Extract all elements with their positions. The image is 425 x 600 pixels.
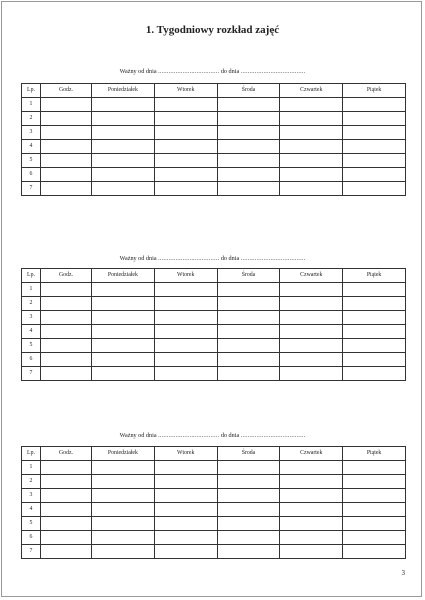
cell-piatek[interactable] (343, 353, 406, 367)
cell-piatek[interactable] (343, 283, 406, 297)
row-number: 5 (22, 517, 41, 531)
cell-sroda[interactable] (217, 154, 280, 168)
row-number: 1 (22, 98, 41, 112)
schedule-table-1 (21, 83, 406, 196)
valid-to-label: do dnia (220, 255, 240, 262)
cell-poniedzialek[interactable] (92, 531, 155, 545)
table-row (22, 98, 406, 112)
table-row (22, 182, 406, 196)
cell-wtorek[interactable] (154, 489, 217, 503)
cell-wtorek[interactable] (154, 112, 217, 126)
table-header-row (22, 84, 406, 98)
col-header-czwartek: Czwartek (280, 269, 343, 283)
cell-wtorek[interactable] (154, 154, 217, 168)
cell-godz[interactable] (41, 311, 92, 325)
cell-poniedzialek[interactable] (92, 475, 155, 489)
cell-piatek[interactable] (343, 461, 406, 475)
valid-from-field[interactable]: ................................... (158, 68, 220, 75)
cell-wtorek[interactable] (154, 126, 217, 140)
row-number: 3 (22, 126, 41, 140)
cell-czwartek[interactable] (280, 353, 343, 367)
row-number: 4 (22, 503, 41, 517)
cell-wtorek[interactable] (154, 297, 217, 311)
col-header-godz: Godz. (41, 84, 92, 98)
cell-wtorek[interactable] (154, 517, 217, 531)
table-row (22, 140, 406, 154)
col-header-wtorek: Wtorek (154, 447, 217, 461)
cell-wtorek[interactable] (154, 98, 217, 112)
valid-to-label: do dnia (220, 432, 240, 439)
valid-from-label: Ważny od dnia (119, 432, 157, 439)
valid-from-field[interactable]: ................................... (158, 432, 220, 439)
row-number: 6 (22, 168, 41, 182)
cell-poniedzialek[interactable] (92, 98, 155, 112)
cell-sroda[interactable] (217, 339, 280, 353)
cell-poniedzialek[interactable] (92, 283, 155, 297)
cell-czwartek[interactable] (280, 126, 343, 140)
cell-czwartek[interactable] (280, 531, 343, 545)
row-number: 2 (22, 475, 41, 489)
table-row (22, 503, 406, 517)
table-row (22, 325, 406, 339)
cell-czwartek[interactable] (280, 182, 343, 196)
cell-godz[interactable] (41, 154, 92, 168)
col-header-poniedzialek: Poniedziałek (92, 269, 155, 283)
table-row (22, 283, 406, 297)
row-number: 1 (22, 283, 41, 297)
cell-poniedzialek[interactable] (92, 325, 155, 339)
cell-czwartek[interactable] (280, 517, 343, 531)
cell-piatek[interactable] (343, 140, 406, 154)
valid-from-field[interactable]: ................................... (158, 255, 220, 262)
cell-sroda[interactable] (217, 517, 280, 531)
cell-czwartek[interactable] (280, 325, 343, 339)
cell-czwartek[interactable] (280, 461, 343, 475)
cell-poniedzialek[interactable] (92, 489, 155, 503)
cell-godz[interactable] (41, 517, 92, 531)
col-header-sroda: Środa (217, 447, 280, 461)
col-header-piatek: Piątek (343, 84, 406, 98)
cell-wtorek[interactable] (154, 353, 217, 367)
table-row (22, 531, 406, 545)
col-header-czwartek: Czwartek (280, 84, 343, 98)
cell-godz[interactable] (41, 461, 92, 475)
cell-godz[interactable] (41, 126, 92, 140)
cell-godz[interactable] (41, 475, 92, 489)
row-number: 7 (22, 367, 41, 381)
cell-sroda[interactable] (217, 461, 280, 475)
cell-piatek[interactable] (343, 325, 406, 339)
cell-poniedzialek[interactable] (92, 545, 155, 559)
cell-godz[interactable] (41, 531, 92, 545)
cell-godz[interactable] (41, 182, 92, 196)
cell-sroda[interactable] (217, 325, 280, 339)
table-row (22, 112, 406, 126)
cell-czwartek[interactable] (280, 311, 343, 325)
valid-to-field[interactable]: ..................................... (240, 255, 306, 262)
cell-sroda[interactable] (217, 503, 280, 517)
table-row (22, 168, 406, 182)
cell-wtorek[interactable] (154, 531, 217, 545)
cell-sroda[interactable] (217, 168, 280, 182)
cell-sroda[interactable] (217, 98, 280, 112)
cell-piatek[interactable] (343, 126, 406, 140)
col-header-poniedzialek: Poniedziałek (92, 447, 155, 461)
cell-poniedzialek[interactable] (92, 311, 155, 325)
cell-sroda[interactable] (217, 297, 280, 311)
cell-sroda[interactable] (217, 489, 280, 503)
table-header-row (22, 269, 406, 283)
cell-wtorek[interactable] (154, 283, 217, 297)
cell-piatek[interactable] (343, 311, 406, 325)
cell-piatek[interactable] (343, 367, 406, 381)
valid-to-field[interactable]: ..................................... (240, 68, 306, 75)
valid-to-label: do dnia (220, 68, 240, 75)
cell-czwartek[interactable] (280, 489, 343, 503)
row-number: 4 (22, 325, 41, 339)
table-row (22, 154, 406, 168)
table-header-row (22, 447, 406, 461)
cell-godz[interactable] (41, 353, 92, 367)
cell-godz[interactable] (41, 503, 92, 517)
cell-godz[interactable] (41, 168, 92, 182)
cell-piatek[interactable] (343, 489, 406, 503)
cell-sroda[interactable] (217, 475, 280, 489)
col-header-lp: Lp. (22, 84, 41, 98)
cell-godz[interactable] (41, 98, 92, 112)
col-header-sroda: Środa (217, 84, 280, 98)
schedule-table-2 (21, 268, 406, 381)
cell-sroda[interactable] (217, 126, 280, 140)
cell-piatek[interactable] (343, 339, 406, 353)
cell-piatek[interactable] (343, 503, 406, 517)
table-row (22, 367, 406, 381)
row-number: 3 (22, 311, 41, 325)
cell-czwartek[interactable] (280, 339, 343, 353)
cell-sroda[interactable] (217, 112, 280, 126)
cell-godz[interactable] (41, 367, 92, 381)
valid-from-label: Ważny od dnia (119, 255, 157, 262)
table-row (22, 517, 406, 531)
cell-czwartek[interactable] (280, 545, 343, 559)
page-number: 3 (401, 569, 405, 577)
cell-piatek[interactable] (343, 297, 406, 311)
cell-godz[interactable] (41, 545, 92, 559)
cell-poniedzialek[interactable] (92, 503, 155, 517)
cell-wtorek[interactable] (154, 475, 217, 489)
table-row (22, 489, 406, 503)
row-number: 1 (22, 461, 41, 475)
row-number: 5 (22, 339, 41, 353)
cell-czwartek[interactable] (280, 503, 343, 517)
cell-sroda[interactable] (217, 182, 280, 196)
row-number: 7 (22, 182, 41, 196)
cell-wtorek[interactable] (154, 461, 217, 475)
table-row (22, 126, 406, 140)
cell-wtorek[interactable] (154, 325, 217, 339)
cell-sroda[interactable] (217, 283, 280, 297)
cell-piatek[interactable] (343, 475, 406, 489)
col-header-godz: Godz. (41, 447, 92, 461)
cell-czwartek[interactable] (280, 283, 343, 297)
cell-czwartek[interactable] (280, 367, 343, 381)
cell-piatek[interactable] (343, 545, 406, 559)
cell-piatek[interactable] (343, 517, 406, 531)
cell-poniedzialek[interactable] (92, 126, 155, 140)
cell-czwartek[interactable] (280, 112, 343, 126)
cell-sroda[interactable] (217, 140, 280, 154)
cell-poniedzialek[interactable] (92, 112, 155, 126)
cell-poniedzialek[interactable] (92, 182, 155, 196)
cell-poniedzialek[interactable] (92, 339, 155, 353)
cell-godz[interactable] (41, 283, 92, 297)
row-number: 2 (22, 297, 41, 311)
row-number: 6 (22, 353, 41, 367)
cell-wtorek[interactable] (154, 168, 217, 182)
col-header-poniedzialek: Poniedziałek (92, 84, 155, 98)
cell-wtorek[interactable] (154, 311, 217, 325)
table-row (22, 475, 406, 489)
cell-czwartek[interactable] (280, 475, 343, 489)
cell-poniedzialek[interactable] (92, 461, 155, 475)
row-number: 5 (22, 154, 41, 168)
cell-godz[interactable] (41, 489, 92, 503)
cell-czwartek[interactable] (280, 140, 343, 154)
cell-piatek[interactable] (343, 112, 406, 126)
col-header-sroda: Środa (217, 269, 280, 283)
cell-godz[interactable] (41, 339, 92, 353)
cell-sroda[interactable] (217, 367, 280, 381)
cell-piatek[interactable] (343, 98, 406, 112)
cell-sroda[interactable] (217, 531, 280, 545)
cell-wtorek[interactable] (154, 182, 217, 196)
valid-to-field[interactable]: ..................................... (240, 432, 306, 439)
cell-poniedzialek[interactable] (92, 140, 155, 154)
validity-line-2 (0, 255, 425, 263)
schedule-table-3 (21, 446, 406, 559)
cell-czwartek[interactable] (280, 154, 343, 168)
cell-poniedzialek[interactable] (92, 367, 155, 381)
row-number: 2 (22, 112, 41, 126)
row-number: 4 (22, 140, 41, 154)
cell-godz[interactable] (41, 325, 92, 339)
cell-piatek[interactable] (343, 168, 406, 182)
table-row (22, 545, 406, 559)
validity-line-1 (0, 68, 425, 76)
cell-czwartek[interactable] (280, 297, 343, 311)
valid-from-label: Ważny od dnia (119, 68, 157, 75)
cell-piatek[interactable] (343, 154, 406, 168)
validity-line-3 (0, 432, 425, 440)
col-header-czwartek: Czwartek (280, 447, 343, 461)
cell-poniedzialek[interactable] (92, 517, 155, 531)
row-number: 6 (22, 531, 41, 545)
row-number: 3 (22, 489, 41, 503)
cell-poniedzialek[interactable] (92, 353, 155, 367)
cell-poniedzialek[interactable] (92, 168, 155, 182)
cell-poniedzialek[interactable] (92, 297, 155, 311)
cell-sroda[interactable] (217, 353, 280, 367)
col-header-piatek: Piątek (343, 269, 406, 283)
col-header-wtorek: Wtorek (154, 84, 217, 98)
col-header-godz: Godz. (41, 269, 92, 283)
cell-sroda[interactable] (217, 545, 280, 559)
cell-czwartek[interactable] (280, 168, 343, 182)
cell-wtorek[interactable] (154, 339, 217, 353)
cell-wtorek[interactable] (154, 140, 217, 154)
table-row (22, 311, 406, 325)
row-number: 7 (22, 545, 41, 559)
cell-wtorek[interactable] (154, 367, 217, 381)
cell-piatek[interactable] (343, 182, 406, 196)
col-header-wtorek: Wtorek (154, 269, 217, 283)
cell-wtorek[interactable] (154, 503, 217, 517)
table-row (22, 461, 406, 475)
cell-wtorek[interactable] (154, 545, 217, 559)
table-row (22, 353, 406, 367)
table-row (22, 297, 406, 311)
cell-godz[interactable] (41, 112, 92, 126)
page-title: 1. Tygodniowy rozkład zajęć (145, 24, 280, 36)
cell-godz[interactable] (41, 140, 92, 154)
col-header-lp: Lp. (22, 447, 41, 461)
cell-czwartek[interactable] (280, 98, 343, 112)
col-header-piatek: Piątek (343, 447, 406, 461)
col-header-lp: Lp. (22, 269, 41, 283)
cell-poniedzialek[interactable] (92, 154, 155, 168)
cell-piatek[interactable] (343, 531, 406, 545)
cell-godz[interactable] (41, 297, 92, 311)
cell-sroda[interactable] (217, 311, 280, 325)
table-row (22, 339, 406, 353)
